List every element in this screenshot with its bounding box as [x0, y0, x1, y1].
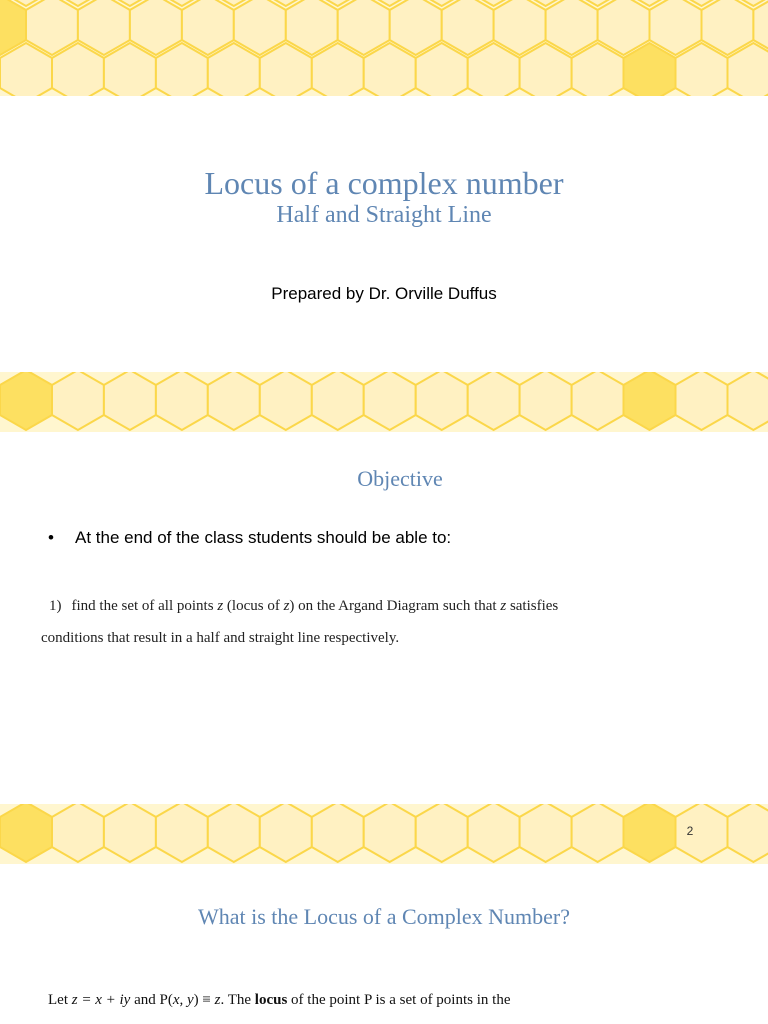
- item-number: 1): [49, 598, 62, 614]
- item-text-1: find the set of all points: [71, 598, 218, 614]
- item-text-3: ) on the Argand Diagram such that: [289, 598, 501, 614]
- item-text-line2: conditions that result in a half and straight line respectively.: [41, 630, 400, 646]
- var-z: z: [214, 992, 221, 1008]
- item-text-4: satisfies: [506, 598, 559, 614]
- item-text-2: (locus of: [223, 598, 284, 614]
- slide-1: [0, 0, 768, 432]
- slide-3: [0, 864, 768, 1024]
- coords-xy: x, y: [172, 992, 194, 1008]
- text-run: ) ≡: [193, 992, 215, 1008]
- bold-locus: locus: [254, 992, 288, 1008]
- slide-2: [0, 432, 768, 864]
- text-run: of the point P is a set of points in the: [287, 992, 511, 1008]
- text-run: Let: [48, 992, 72, 1008]
- equation-z: z = x + iy: [71, 992, 131, 1008]
- author-line: Prepared by Dr. Orville Duffus: [271, 284, 497, 303]
- objective-heading: Objective: [357, 466, 443, 491]
- bullet-dot: •: [48, 528, 54, 547]
- var-z: z: [217, 598, 224, 614]
- bullet-text: At the end of the class students should be able to:: [75, 528, 452, 547]
- bullet-item: [48, 528, 451, 548]
- honeycomb-top-border: [0, 0, 768, 96]
- slide-title: Locus of a complex number: [204, 165, 564, 201]
- var-z: z: [500, 598, 507, 614]
- honeycomb-bottom-border: [0, 804, 768, 864]
- page-number: 2: [686, 824, 694, 838]
- text-run: and P(: [130, 992, 173, 1008]
- honeycomb-bottom-border: [0, 372, 768, 432]
- objective-item: [41, 590, 691, 654]
- body-text: [48, 992, 748, 1009]
- var-z: z: [283, 598, 290, 614]
- text-run: . The: [220, 992, 255, 1008]
- section-heading: What is the Locus of a Complex Number?: [197, 904, 571, 929]
- slide-subtitle: Half and Straight Line: [276, 202, 492, 228]
